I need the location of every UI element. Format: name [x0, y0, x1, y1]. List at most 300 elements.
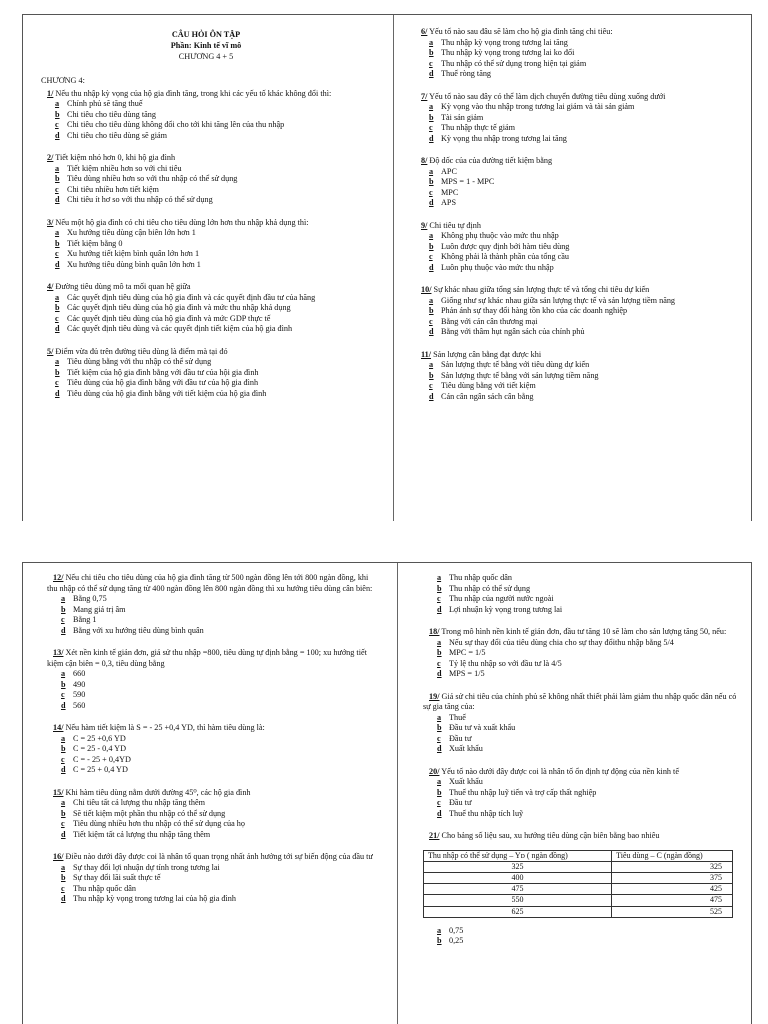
option-text: Sự thay đổi lợi nhuận dự tính trong tương lai [73, 862, 220, 872]
option-text: Thuế ròng tăng [441, 69, 492, 78]
option-letter: b [437, 648, 442, 657]
question [415, 285, 745, 338]
question [423, 767, 745, 820]
table-row [424, 895, 733, 906]
option-text: MPS = 1/5 [449, 669, 485, 678]
question-text [415, 221, 745, 232]
option-text: Sẽ tiết kiệm một phần thu nhập có thể sử dụng [73, 808, 226, 818]
question-text [423, 831, 745, 842]
option-letter: b [429, 306, 434, 315]
answer-option [47, 690, 373, 701]
question-text [423, 767, 745, 778]
question-text [415, 27, 745, 38]
answer-option [423, 584, 745, 595]
question-number: 3/ [47, 217, 54, 227]
answer-option [47, 626, 373, 637]
option-text: Kỳ vọng thu nhập trong tương lai tăng [441, 133, 567, 143]
option-text: Chi tiêu tất cả lượng thu nhập tăng thêm [73, 798, 206, 807]
option-letter: a [429, 295, 434, 305]
table-cell: 475 [612, 895, 733, 906]
option-letter: d [55, 388, 60, 398]
question-number: 7/ [421, 91, 428, 101]
question-list [41, 89, 371, 400]
option-letter: a [429, 102, 434, 111]
question [415, 156, 745, 209]
question-text [415, 350, 745, 361]
data-table [423, 850, 733, 918]
question-number: 6/ [421, 27, 428, 36]
answer-option [41, 357, 371, 368]
option-text: Không phụ thuộc vào mức thu nhập [441, 231, 559, 240]
question-number: 5/ [47, 346, 54, 356]
question-number: 9/ [421, 220, 428, 230]
option-letter: c [55, 378, 59, 388]
question-number: 2/ [47, 153, 54, 163]
option-letter: a [437, 573, 442, 582]
answer-option [41, 303, 371, 314]
question-text [47, 788, 373, 799]
question-number: 15/ [53, 787, 64, 797]
question-body: Yếu tố nào sau đâu sẽ làm cho hộ gia đình tăng chi tiêu: [427, 27, 613, 36]
option-letter: a [437, 925, 442, 935]
page-2-left-column [47, 563, 373, 917]
table-row [424, 884, 733, 895]
option-text: Thu nhập có thể sử dụng [449, 583, 531, 593]
page-2-right-column [423, 563, 745, 959]
option-letter: d [429, 69, 434, 78]
question-text [47, 723, 373, 734]
option-text: Các quyết định tiêu dùng của hộ gia đình và mức thu nhập khả dụng [67, 303, 291, 313]
document-chapter: CHƯƠNG 4 + 5 [178, 52, 234, 62]
option-letter: c [55, 184, 59, 194]
answer-option [41, 293, 371, 304]
document-header [41, 29, 371, 62]
option-text: Bằng với thâm hụt ngân sách của chính phủ [441, 327, 585, 336]
option-letter: b [55, 238, 60, 248]
question-body: Tiết kiệm nhỏ hơn 0, khi hộ gia đình [53, 153, 176, 163]
answer-option [41, 131, 371, 142]
question-body: Trong mô hình nền kinh tế giản đơn, đầu tư tăng 10 sẽ làm cho sản lượng tăng 50, nếu: [439, 627, 727, 636]
question-number: 18/ [429, 627, 440, 636]
option-text: Đầu tư và xuất khẩu [449, 723, 516, 732]
answer-option [415, 381, 745, 392]
answer-option [423, 648, 745, 659]
question-body: Khi hàm tiêu dùng nằm dưới đường 45⁰, các hộ gia đình [63, 787, 251, 797]
option-text: Sản lượng thực tế bằng với sản lượng tiềm năng [441, 370, 599, 380]
question-body: Yếu tố nào sau đây có thể làm dịch chuyển đường tiêu dùng xuống dưới [427, 91, 666, 101]
answer-option [41, 110, 371, 121]
answer-option [41, 174, 371, 185]
option-letter: b [437, 583, 442, 593]
option-text: Tỷ lệ thu nhập so với đầu tư là 4/5 [449, 658, 562, 668]
option-text: Mang giá trị âm [73, 604, 126, 614]
question-list [423, 627, 745, 819]
option-letter: c [61, 819, 65, 828]
answer-option [423, 809, 745, 820]
answer-option [41, 195, 371, 206]
option-letter: d [429, 327, 434, 336]
option-text: Thu nhập có thể sử dụng trong hiện tại giảm [441, 58, 587, 68]
answer-option [47, 873, 373, 884]
option-text: Không phải là thành phần của tổng cầu [441, 252, 570, 261]
option-text: Thu nhập kỳ vọng trong tương lai của hộ gia đình [73, 894, 236, 903]
option-text: Xu hướng tiêu dùng cận biên lớn hơn 1 [67, 228, 196, 238]
option-text: Tiết kiệm tất cả lượng thu nhập tăng thêm [73, 829, 211, 839]
option-text: Chi tiêu ít hơ so với thu nhập có thể sử dụng [67, 195, 213, 205]
question-number: 10/ [421, 285, 432, 294]
question-number: 20/ [429, 766, 440, 776]
answer-option [423, 605, 745, 616]
question [41, 347, 371, 400]
option-text: 0,25 [449, 936, 464, 946]
option-text: Lợi nhuận kỳ vọng trong tương lai [449, 604, 563, 614]
option-text: Thuế [449, 712, 466, 722]
option-letter: d [437, 604, 442, 614]
answer-option [423, 798, 745, 809]
answer-option [423, 723, 745, 734]
question-text [47, 852, 373, 863]
table-row [424, 906, 733, 917]
answer-option [41, 239, 371, 250]
option-letter: b [429, 48, 434, 57]
answer-option [423, 713, 745, 724]
option-text: Bằng với xu hướng tiêu dùng bình quân [73, 625, 204, 635]
option-text: C = 25 + 0,4 YD [73, 765, 128, 774]
table-cell: 325 [424, 861, 612, 872]
answer-option [47, 615, 373, 626]
document-part: Phần: Kinh tế vĩ mô [170, 41, 242, 51]
option-letter: a [55, 292, 60, 302]
option-text: Bằng 1 [73, 615, 97, 624]
answer-option [423, 936, 745, 947]
option-text: Thu nhập quốc dân [73, 883, 136, 893]
option-letter: b [55, 109, 60, 119]
answer-option [423, 734, 745, 745]
option-letter: a [55, 228, 60, 238]
question-body: Nếu hàm tiết kiệm là S = - 25 +0,4 YD, thì hàm tiêu dùng là: [63, 723, 265, 732]
option-letter: d [61, 829, 66, 839]
option-letter: c [429, 316, 433, 326]
option-letter: a [61, 798, 66, 807]
option-letter: b [55, 367, 60, 377]
table-cell: 475 [424, 884, 612, 895]
answer-option [415, 198, 745, 209]
answer-option [423, 669, 745, 680]
table-cell: 325 [612, 861, 733, 872]
option-letter: c [61, 754, 65, 764]
answer-option [41, 164, 371, 175]
page-1-left-column [41, 15, 371, 411]
corner-mark [22, 562, 23, 572]
option-text: Thu nhập quốc dân [449, 573, 512, 582]
answer-option [415, 48, 745, 59]
option-text: Tiêu dùng bằng với tiết kiệm [441, 381, 536, 390]
answer-option [415, 167, 745, 178]
answer-option [41, 378, 371, 389]
answer-option [47, 734, 373, 745]
table-cell: 625 [424, 906, 612, 917]
question-text [47, 573, 373, 594]
question-text [41, 218, 371, 229]
option-letter: b [61, 873, 66, 882]
continued-options [423, 573, 745, 615]
option-letter: c [437, 594, 441, 603]
option-text: C = - 25 + 0,4YD [73, 754, 131, 764]
option-letter: c [61, 883, 65, 893]
answer-option [415, 252, 745, 263]
option-letter: b [429, 177, 434, 186]
option-text: Tiêu dùng nhiều hơn thu nhập có thể sử dụng của họ [73, 819, 245, 828]
option-letter: b [55, 303, 60, 313]
answer-option [41, 185, 371, 196]
option-letter: a [61, 669, 66, 678]
option-letter: a [429, 231, 434, 240]
page-2 [22, 562, 752, 1024]
question [47, 852, 373, 905]
question-text [41, 153, 371, 164]
option-text: Tài sản giảm [441, 112, 484, 122]
option-text: Xuất khẩu [449, 744, 483, 753]
question [423, 627, 745, 680]
option-letter: a [437, 712, 442, 722]
option-letter: c [61, 615, 65, 624]
question-body: Yếu tố nào dưới đây được coi là nhân tố ổn định tự động của nền kinh tế [439, 766, 679, 776]
option-text: Các quyết định tiêu dùng và các quyết định tiết kiệm của hộ gia đình [67, 324, 293, 334]
answer-option [47, 863, 373, 874]
option-text: Chi tiêu nhiều hơn tiết kiệm [67, 184, 159, 194]
table-row [424, 861, 733, 872]
option-letter: c [437, 658, 441, 668]
answer-option [47, 884, 373, 895]
option-letter: a [55, 357, 60, 367]
option-letter: d [61, 894, 66, 903]
option-letter: c [55, 120, 59, 130]
table-cell: 525 [612, 906, 733, 917]
answer-option [415, 392, 745, 403]
answer-option [415, 38, 745, 49]
option-letter: a [437, 777, 442, 786]
option-letter: c [61, 690, 65, 699]
option-letter: a [61, 862, 66, 872]
answer-option [41, 260, 371, 271]
answer-option [415, 242, 745, 253]
question-body: Độ dốc của của đường tiết kiệm bằng [427, 156, 553, 165]
question-21 [423, 831, 745, 947]
option-text: Phản ánh sự thay đổi hàng tồn kho của các doanh nghiệp [441, 306, 628, 315]
answer-option [415, 69, 745, 80]
answer-option [423, 594, 745, 605]
option-text: Thu nhập kỳ vọng trong tương lai tăng [441, 37, 568, 47]
question-body: Điều nào dưới đây được coi là nhân tố quan trọng nhất ảnh hưởng tới sự biến động của đầu tư [63, 852, 373, 861]
option-text: MPC = 1/5 [449, 648, 486, 657]
option-letter: a [61, 733, 66, 743]
document-title: CÂU HỎI ÔN TẬP [171, 30, 241, 39]
option-text: Sản lượng thực tế bằng với tiêu dùng dự kiến [441, 360, 590, 369]
option-letter: b [437, 787, 442, 797]
answer-options [423, 926, 745, 947]
question-body: Cho bảng số liệu sau, xu hướng tiêu dùng cận biên bằng bao nhiêu [439, 831, 660, 840]
question-text [415, 156, 745, 167]
answer-option [47, 605, 373, 616]
option-letter: a [55, 99, 60, 109]
option-letter: c [55, 249, 59, 259]
option-text: 660 [73, 669, 86, 678]
answer-option [47, 701, 373, 712]
option-text: APC [441, 166, 457, 176]
answer-option [41, 99, 371, 110]
option-text: C = 25 +0,6 YD [73, 733, 126, 743]
answer-option [41, 120, 371, 131]
option-text: Chi tiêu cho tiêu dùng tăng [67, 109, 156, 119]
question-body: Giả sử chi tiêu của chính phủ sẽ không nhất thiết phải làm giảm thu nhập quốc dân nếu có sự gia tăng của: [423, 691, 737, 711]
option-text: Cán cân ngân sách cân bằng [441, 391, 534, 401]
question-text [41, 89, 371, 100]
question [41, 89, 371, 142]
option-letter: b [61, 808, 66, 818]
question-text [415, 285, 745, 296]
answer-option [41, 249, 371, 260]
option-text: 560 [73, 700, 86, 710]
answer-option [415, 263, 745, 274]
option-letter: c [429, 381, 433, 390]
option-letter: a [429, 166, 434, 176]
option-text: Đầu tư [449, 733, 472, 743]
question-body: Nếu thu nhập kỳ vọng của hộ gia đình tăng, trong khi các yếu tố khác không đổi thì: [53, 88, 332, 98]
table-row [424, 872, 733, 883]
option-letter: d [437, 744, 442, 753]
option-letter: d [429, 262, 434, 272]
option-letter: c [429, 187, 433, 197]
question [415, 221, 745, 274]
page-1-right-column [415, 15, 745, 414]
question [415, 92, 745, 145]
option-text: Xuất khẩu [449, 777, 483, 786]
option-text: Các quyết định tiêu dùng của hộ gia đình và các quyết định đầu tư của hãng [67, 292, 316, 302]
option-letter: d [429, 391, 434, 401]
option-text: Nếu sự thay đổi của tiêu dùng chia cho sự thay đổithu nhập bằng 5/4 [449, 637, 674, 647]
option-letter: a [429, 37, 434, 47]
option-text: C = 25 - 0,4 YD [73, 744, 126, 753]
question [415, 27, 745, 80]
answer-option [41, 228, 371, 239]
option-letter: d [437, 669, 442, 678]
option-letter: b [437, 723, 442, 732]
answer-option [41, 368, 371, 379]
option-letter: d [55, 324, 60, 334]
option-letter: a [429, 360, 434, 369]
answer-option [47, 594, 373, 605]
answer-option [415, 296, 745, 307]
answer-option [47, 798, 373, 809]
option-letter: d [437, 808, 442, 818]
answer-option [423, 777, 745, 788]
question-number: 19/ [429, 691, 440, 701]
question-body: Điểm vừa đủ trên đường tiêu dùng là điểm mà tại đó [53, 346, 228, 356]
table-header-income: Thu nhập có thể sử dụng – Yᴅ ( ngàn đồng) [424, 850, 612, 861]
question-body: Chi tiêu tự định [427, 220, 481, 230]
question-list [47, 573, 373, 905]
option-letter: c [429, 58, 433, 68]
column-divider [393, 15, 394, 521]
option-text: 590 [73, 690, 86, 699]
answer-option [415, 306, 745, 317]
option-letter: c [437, 798, 441, 807]
question-number: 4/ [47, 282, 54, 292]
question-number: 14/ [53, 723, 64, 732]
option-letter: d [61, 765, 66, 774]
answer-option [415, 123, 745, 134]
table-cell: 425 [612, 884, 733, 895]
corner-mark [22, 14, 23, 24]
question-number: 21/ [429, 831, 440, 840]
answer-option [423, 638, 745, 649]
table-cell: 550 [424, 895, 612, 906]
option-text: Giống như sự khác nhau giữa sản lượng thực tế và sản lượng tiềm năng [441, 295, 676, 305]
option-text: Thu nhập kỳ vọng trong tương lai ko đổi [441, 48, 575, 57]
option-text: Thu nhập của người nước ngoài [449, 594, 554, 603]
option-text: MPC [441, 187, 459, 197]
option-text: Thuế thu nhập luỹ tiến và trợ cấp thất nghiệp [449, 787, 597, 797]
question [41, 282, 371, 335]
answer-option [423, 659, 745, 670]
option-letter: b [429, 112, 434, 122]
page-1 [22, 14, 752, 521]
option-text: Tiết kiệm nhiều hơn so với chi tiêu [67, 163, 182, 173]
table-cell: 375 [612, 872, 733, 883]
question-text [41, 282, 371, 293]
answer-option [423, 788, 745, 799]
question-number: 1/ [47, 88, 54, 98]
option-letter: d [61, 625, 66, 635]
question-number: 16/ [53, 852, 64, 861]
column-divider [397, 563, 398, 1024]
option-letter: a [437, 637, 442, 647]
option-text: 490 [73, 679, 86, 689]
option-text: Tiêu dùng bằng với thu nhập có thể sử dụng [67, 357, 212, 367]
option-text: Xu hướng tiêu dùng bình quân lớn hơn 1 [67, 259, 201, 269]
question [47, 648, 373, 711]
question-text [41, 347, 371, 358]
option-text: Tiêu dùng nhiều hơn so với thu nhập có thể sử dụng [67, 174, 238, 184]
option-text: Tiết kiệm bằng 0 [67, 238, 123, 248]
answer-option [415, 317, 745, 328]
option-text: Thu nhập thực tế giảm [441, 123, 516, 132]
option-letter: b [429, 241, 434, 251]
option-letter: b [55, 174, 60, 184]
question [47, 723, 373, 776]
answer-option [415, 177, 745, 188]
answer-option [47, 669, 373, 680]
option-letter: b [61, 744, 66, 753]
option-text: Tiết kiệm của hộ gia đình bằng với đầu tư của hội gia đình [67, 367, 259, 377]
question-body: Sự khác nhau giữa tổng sản lượng thực tế và tổng chi tiêu dự kiến [431, 285, 650, 294]
question [41, 153, 371, 206]
chapter-label: CHƯƠNG 4: [41, 76, 85, 86]
option-letter: d [55, 259, 60, 269]
option-text: Xu hướng tiết kiệm bình quân lớn hơn 1 [67, 249, 200, 259]
option-letter: c [437, 733, 441, 743]
answer-option [415, 188, 745, 199]
question-text [47, 648, 373, 669]
answer-option [415, 360, 745, 371]
option-text: MPS = 1 - MPC [441, 177, 495, 186]
option-letter: d [429, 198, 434, 207]
question [415, 350, 745, 403]
question-list [415, 27, 745, 402]
question-number: 12/ [53, 573, 64, 582]
answer-option [41, 314, 371, 325]
answer-option [415, 371, 745, 382]
